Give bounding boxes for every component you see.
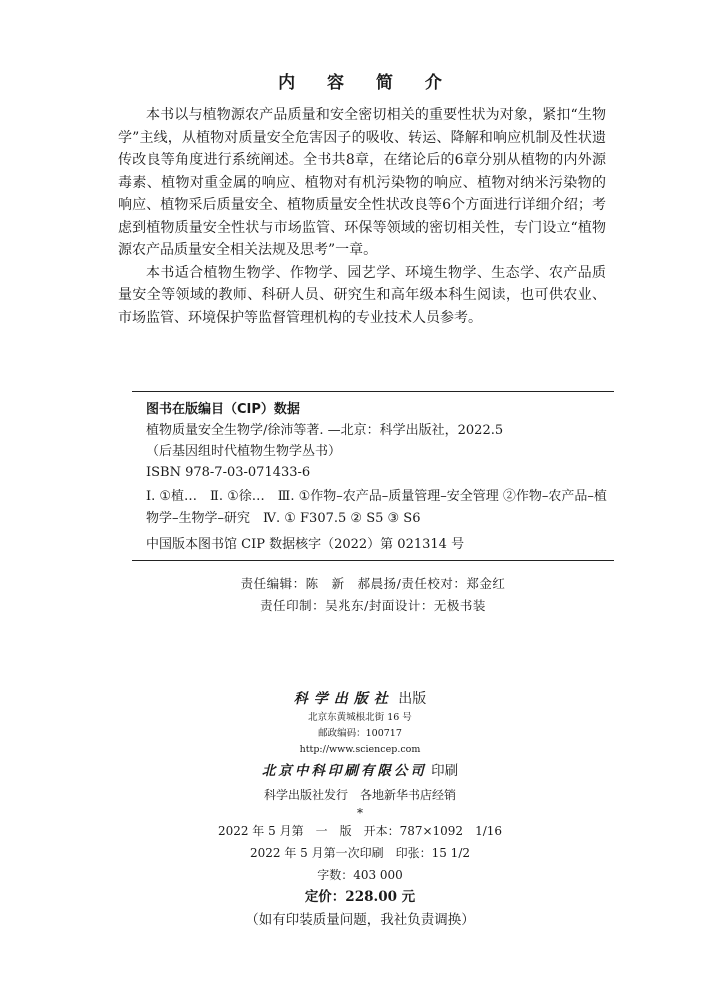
publisher-url: http://www.sciencep.com [299, 744, 421, 755]
publisher-address: 北京东黄城根北街 16 号 [308, 712, 412, 723]
cip-heading: 图书在版编目（CIP）数据 [146, 402, 300, 417]
separator-star: * [357, 806, 363, 820]
cip-classification: Ⅰ. ①植… Ⅱ. ①徐… Ⅲ. ①作物–农产品–质量管理–安全管理 ②作物–农产品–植物学–生物学–研究 Ⅳ. ① F307.5 ② S5 ③ S6 [146, 489, 607, 526]
printer-suffix: 印刷 [431, 763, 459, 779]
page-title: 内 容 简 介 [278, 73, 455, 93]
intro-text [118, 104, 606, 329]
intro-paragraph-1: 本书以与植物源农产品质量和安全密切相关的重要性状为对象，紧扣“生物学”主线，从植物对质量安全危害因子的吸收、转运、降解和响应机制及性状遗传改良等角度进行系统阐述。全书共8章，在绪论后的6章分别从植物的内外源毒素、植物对重金属的响应、植物对有机污染物的响应、植物对纳米污染物的响应、植物采后质量安全、植物质量安全性状改良等6个方面进行详细介绍；考虑到植物质量安全性状与市场监管、环保等领域的密切相关性，专门设立“植物源农产品质量安全相关法规及思考”一章。 [118, 107, 606, 258]
quality-note: （如有印装质量问题，我社负责调换） [245, 912, 475, 928]
edition-line: 2022 年 5 月第 一 版 开本：787×1092 1/16 [217, 824, 503, 838]
credits-line-2: 责任印制：吴兆东/封面设计：无极书装 [260, 598, 486, 613]
credits-line-1: 责任编辑：陈 新 郝晨扬/责任校对：郑金红 [240, 576, 506, 591]
intro-paragraph-2: 本书适合植物生物学、作物学、园艺学、环境生物学、生态学、农产品质量安全等领域的教师、科研人员、研究生和高年级本科生阅读，也可供农业、市场监管、环境保护等监督管理机构的专业技术人员参考。 [118, 264, 606, 326]
editorial-credits [132, 573, 614, 617]
publisher-postcode: 邮政编码：100717 [318, 728, 402, 739]
printing-line: 2022 年 5 月第一次印刷 印张：15 1/2 [249, 846, 470, 860]
imprint-block [0, 688, 720, 932]
cip-title-line: 植物质量安全生物学/徐沛等著. —北京：科学出版社，2022.5 [146, 423, 504, 438]
price: 定价：228.00 元 [304, 889, 416, 905]
publisher-logo: 科学出版社 [293, 691, 394, 707]
cip-verification: 中国版本图书馆 CIP 数据核字（2022）第 021314 号 [146, 537, 465, 552]
publisher-line [0, 688, 720, 710]
cip-series-line: （后基因组时代植物生物学丛书） [146, 444, 342, 459]
cip-isbn: ISBN 978-7-03-071433-6 [146, 465, 311, 480]
distribution-line: 科学出版社发行 各地新华书店经销 [263, 788, 456, 802]
publisher-suffix: 出版 [398, 691, 427, 707]
printer-line [0, 758, 720, 784]
word-count: 字数：403 000 [317, 868, 403, 882]
cip-data-block [132, 391, 614, 561]
printer-logo: 北京中科印刷有限公司 [261, 763, 427, 779]
